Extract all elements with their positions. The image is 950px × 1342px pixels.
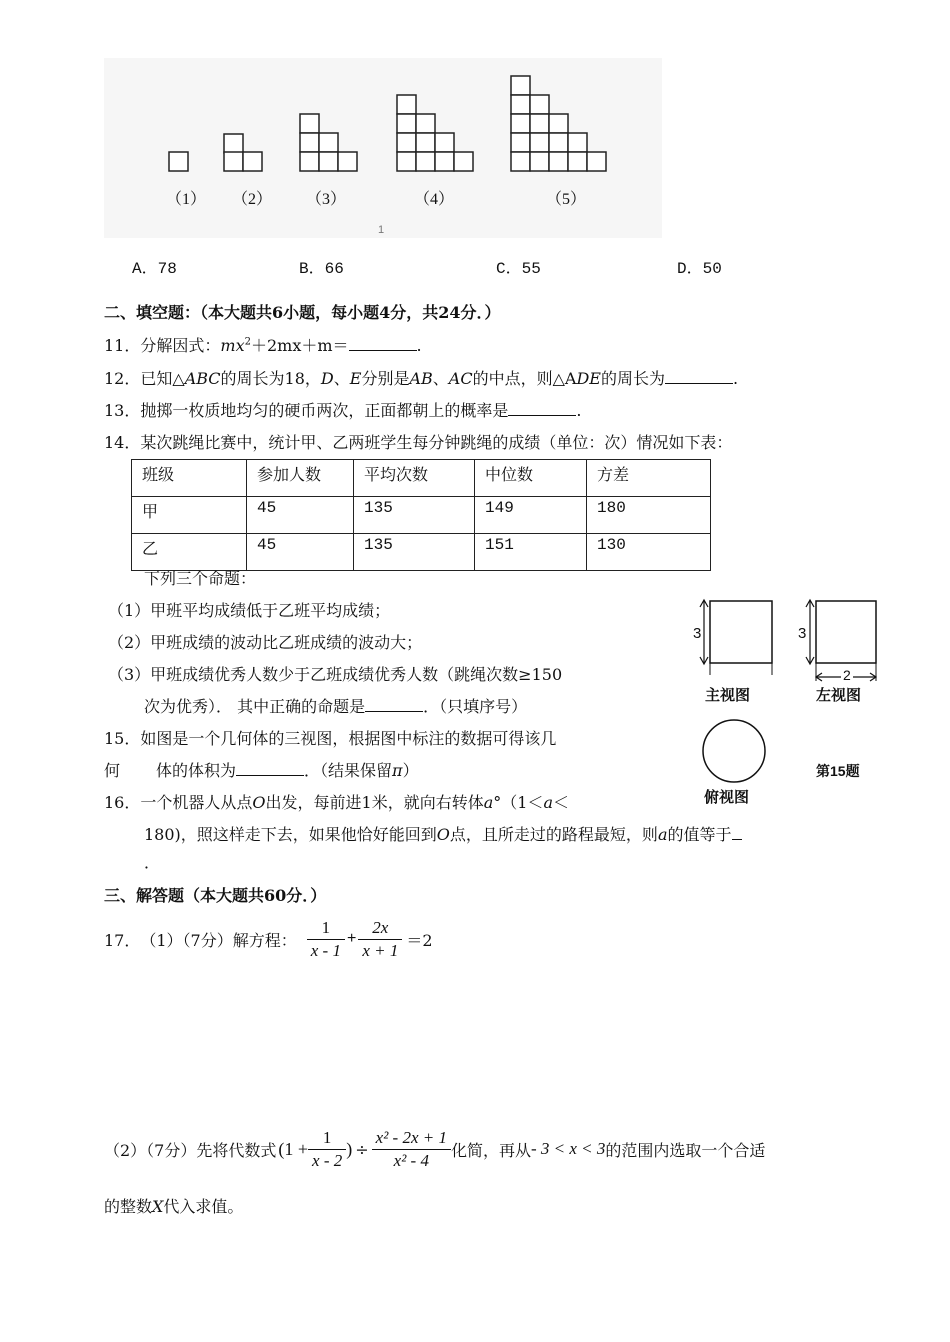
table-cell: 45 [247, 497, 354, 534]
top-view-circle [703, 720, 765, 782]
q11-end: . [416, 336, 422, 355]
q16-a3: a [657, 825, 668, 844]
table-row [132, 534, 711, 571]
block [568, 133, 587, 152]
q17-f3-num: 1 [308, 1127, 346, 1150]
q14-proposition-3: （3）甲班成绩优秀人数少于乙班成绩优秀人数（跳绳次数≥150 [108, 665, 563, 684]
option-c: C．55 [496, 260, 541, 278]
q15-number: 15． [104, 729, 141, 748]
q12-ac: AC [448, 369, 473, 388]
q11-answer-blank[interactable] [349, 336, 417, 351]
staircase-figure [104, 58, 662, 238]
q11-lead: 分解因式： [140, 336, 221, 355]
table-row [132, 497, 711, 534]
question-15 [104, 726, 556, 749]
q16-lt: ＜ [552, 793, 569, 812]
q14-p3c: ．（只填序号） [423, 697, 528, 716]
figure-label-4: （4） [414, 191, 455, 208]
q17-fraction-2 [358, 917, 402, 962]
q17-part2-d1: 的整数 [104, 1197, 153, 1216]
block [300, 133, 319, 152]
block [397, 152, 416, 171]
q17-f3-den: x - 2 [312, 1150, 343, 1170]
q14-p3b: 次为优秀）． 其中正确的命题是 [144, 697, 366, 716]
main-view-height-label: 3 [693, 625, 702, 642]
question-12 [104, 366, 738, 389]
q12-text-e: 的周长为 [600, 369, 665, 388]
question-11 [104, 333, 422, 356]
q17-part2-b: 化简，再从 [450, 1140, 531, 1160]
q17-f1-den: x - 1 [310, 940, 341, 960]
block [587, 152, 606, 171]
table-cell: 135 [354, 497, 475, 534]
q16-line2b: 点，且所走过的路程最短，则 [449, 825, 658, 844]
q17-fraction-1 [307, 917, 345, 962]
q17-f4-num: x² - 2x + 1 [372, 1127, 451, 1150]
table-cell: 149 [475, 497, 587, 534]
block [224, 134, 243, 153]
question-17-part1 [104, 913, 433, 965]
table-header: 参加人数 [247, 460, 354, 497]
table-cell: 乙 [132, 534, 247, 571]
q17-part2-label: （2）（7分）先将代数式 [104, 1140, 277, 1160]
table-header: 方差 [587, 460, 711, 497]
figure-label-2: （2） [232, 191, 273, 208]
q16-line2c: 的值等于 [667, 825, 732, 844]
block [530, 133, 549, 152]
table-header: 平均次数 [354, 460, 475, 497]
q17-f2-den: x + 1 [362, 940, 399, 960]
block [169, 152, 188, 171]
q17-expr-close: ) [346, 1138, 353, 1159]
q12-e: E [349, 369, 362, 388]
q15-text-b1: 何 [104, 761, 121, 780]
q12-number: 12． [104, 369, 141, 388]
table-header: 中位数 [475, 460, 587, 497]
q15-answer-blank[interactable] [236, 761, 304, 776]
q16-line2a: 180)，照这样走下去，如果他恰好能回到 [144, 825, 437, 844]
q17-expr-open: (1 + [278, 1138, 309, 1159]
q12-text-d: 的中点，则△A [472, 369, 577, 388]
q16-number: 16． [104, 793, 141, 812]
table-cell: 180 [587, 497, 711, 534]
q16-o2: O [436, 825, 450, 844]
left-view-height-label: 3 [798, 625, 807, 642]
q16-text-b: 出发，每前进1米，就向右转体 [265, 793, 484, 812]
left-view-width-label: 2 [843, 667, 851, 683]
three-views-figure [690, 595, 890, 810]
q17-fraction-3 [308, 1127, 346, 1172]
q17-part1-label: （1）（7分）解方程： [140, 930, 297, 950]
staircase-svg [104, 58, 662, 238]
q16-a: a [483, 793, 494, 812]
block [549, 152, 568, 171]
q12-text-c: 分别是 [361, 369, 410, 388]
table-header: 班级 [132, 460, 247, 497]
q15-text-b3: ．（结果保留 [304, 761, 393, 780]
block [416, 133, 435, 152]
q17-range: - 3 < x < 3 [531, 1139, 606, 1158]
q13-answer-blank[interactable] [508, 401, 576, 416]
option-a: A．78 [132, 260, 177, 278]
q14-text: 某次跳绳比赛中，统计甲、乙两班学生每分钟跳绳的成绩（单位：次）情况如下表： [140, 433, 733, 452]
q14-intro: 下列三个命题： [144, 569, 257, 588]
q16-deg: °（1＜ [493, 793, 544, 812]
question-17-part2 [104, 1122, 765, 1176]
question-15-line2 [104, 758, 419, 781]
block [300, 114, 319, 133]
block [397, 95, 416, 114]
figure-label-3: （3） [306, 191, 347, 208]
table-header-row [132, 460, 711, 497]
block [319, 152, 338, 171]
table-cell: 130 [587, 534, 711, 571]
q14-proposition-3-cont [144, 694, 527, 717]
block [530, 114, 549, 133]
q15-text-a: 如图是一个几何体的三视图，根据图中标注的数据可得该几 [140, 729, 557, 748]
q17-x-var: X [152, 1197, 164, 1216]
q14-number: 14． [104, 433, 141, 452]
block [530, 152, 549, 171]
q13-text: 抛掷一枚质地均匀的硬币两次，正面都朝上的概率是 [140, 401, 509, 420]
block [416, 152, 435, 171]
block [511, 95, 530, 114]
q15-text-b4: ） [402, 761, 419, 780]
q12-end: . [733, 369, 739, 388]
figure-label-1: （1） [166, 191, 207, 208]
q17-f4-den: x² - 4 [393, 1150, 429, 1170]
block [530, 95, 549, 114]
block [511, 76, 530, 95]
question-14 [104, 430, 732, 453]
q12-ab: AB [409, 369, 433, 388]
section3-heading: 三、解答题（本大题共60分．） [104, 886, 327, 905]
block [511, 114, 530, 133]
q17-part2-d2: 代入求值。 [163, 1197, 244, 1216]
q12-de: DE [576, 369, 601, 388]
figure-label-5: （5） [546, 191, 587, 208]
table-cell: 135 [354, 534, 475, 571]
block [454, 152, 473, 171]
block [511, 152, 530, 171]
block [319, 133, 338, 152]
q11-sup: 2 [244, 336, 251, 348]
table-cell: 甲 [132, 497, 247, 534]
q15-pi: π [392, 761, 403, 780]
option-d: D．50 [677, 260, 722, 278]
block [435, 152, 454, 171]
block [397, 133, 416, 152]
q16-end: ． [144, 853, 161, 872]
table-cell: 45 [247, 534, 354, 571]
q17-part2-c: 的范围内选取一个合适 [605, 1140, 766, 1160]
q16-o: O [252, 793, 266, 812]
q12-text-a: 已知△ [140, 369, 185, 388]
q16-answer-blank[interactable] [732, 825, 742, 840]
block [511, 133, 530, 152]
q15-text-b2: 体的体积为 [156, 761, 237, 780]
q17-plus: + [346, 930, 357, 947]
score-table [131, 459, 711, 571]
q12-sep: 、 [333, 369, 350, 388]
main-view-label: 主视图 [705, 687, 751, 704]
question-16-line2 [144, 822, 742, 845]
main-view-square [710, 601, 772, 663]
q17-f2-num: 2x [358, 917, 402, 940]
q11-expr-a: mx [220, 336, 245, 355]
block [549, 114, 568, 133]
q14-answer-blank[interactable] [365, 697, 423, 712]
question-17-part2-line2 [104, 1194, 243, 1217]
q17-fraction-4 [372, 1127, 451, 1172]
q12-answer-blank[interactable] [665, 369, 733, 384]
top-view-label: 俯视图 [704, 789, 750, 806]
q12-abc: ABC [184, 369, 221, 388]
q17-number: 17． [104, 930, 141, 950]
block [397, 114, 416, 133]
q14-proposition-2: （2）甲班成绩的波动比乙班成绩的波动大； [108, 633, 423, 652]
block [435, 133, 454, 152]
table-cell: 151 [475, 534, 587, 571]
block [243, 152, 262, 171]
figure-caption: 第15题 [816, 763, 860, 779]
block [224, 152, 243, 171]
q12-text-b: 的周长为18， [220, 369, 321, 388]
q17-divide: ÷ [355, 1139, 369, 1159]
q14-proposition-1: （1）甲班平均成绩低于乙班平均成绩； [108, 601, 391, 620]
block [568, 152, 587, 171]
block [338, 152, 357, 171]
q13-end: . [576, 401, 582, 420]
section2-heading: 二、填空题：（本大题共6小题，每小题4分，共24分．） [104, 303, 501, 322]
q11-number: 11． [104, 336, 141, 355]
block [300, 152, 319, 171]
q17-equals: ＝2 [406, 930, 433, 950]
stray-mark: 1 [378, 224, 385, 236]
question-16 [104, 790, 569, 813]
option-b: B．66 [299, 260, 344, 278]
q17-f1-num: 1 [307, 917, 345, 940]
q16-text-a: 一个机器人从点 [140, 793, 253, 812]
question-13 [104, 398, 581, 421]
q11-expr-b: ＋2mx＋m＝ [250, 336, 349, 355]
q12-d: D [320, 369, 334, 388]
q13-number: 13． [104, 401, 141, 420]
q12-sep2: 、 [432, 369, 449, 388]
left-view-square [816, 601, 876, 663]
left-view-label: 左视图 [816, 687, 862, 704]
block [549, 133, 568, 152]
block [416, 114, 435, 133]
q16-a2: a [543, 793, 553, 812]
